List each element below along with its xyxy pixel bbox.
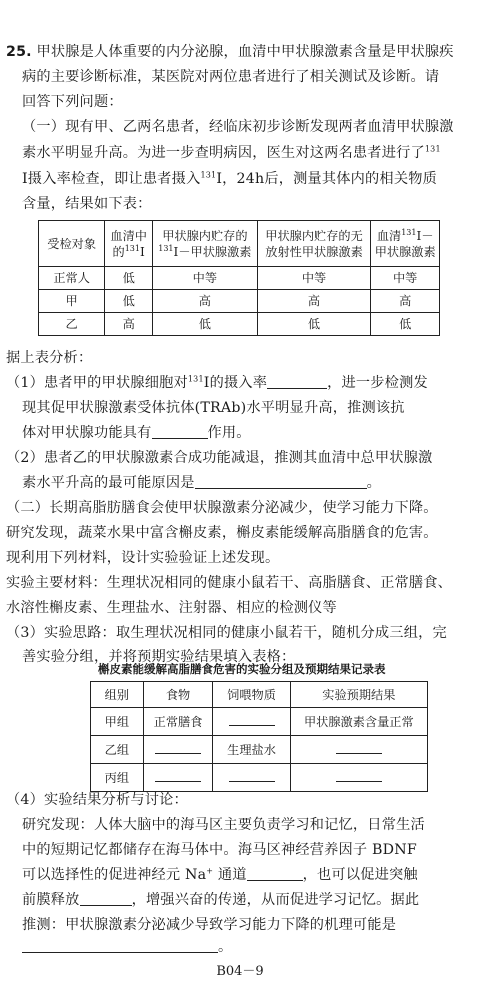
cell: 丙组 xyxy=(91,764,144,792)
table-row-normal xyxy=(39,267,440,290)
cell: 甲组 xyxy=(91,708,144,736)
q3-line-1: （3）实验思路：取生理状况相同的健康小鼠若干，随机分成三组，完 xyxy=(6,625,447,641)
q4-line: （4）实验结果分析与讨论： xyxy=(6,792,188,808)
table-row xyxy=(91,708,428,736)
p4-line-4: 前膜释放 ，增强兴奋的传递，从而促进学习记忆。据此 xyxy=(22,892,420,908)
q2-line-1: （2）患者乙的甲状腺激素合成功能减退，推测其血清中总甲状腺激 xyxy=(6,450,433,466)
materials-line-1: 实验主要材料：生理状况相同的健康小鼠若干、高脂膳食、正常膳食、 xyxy=(6,575,453,591)
cell: 高 xyxy=(257,290,371,313)
fill-blank-cell[interactable] xyxy=(213,708,290,736)
cell: 高 xyxy=(153,290,258,313)
cell: 低 xyxy=(105,290,153,313)
th-feed: 饲喂物质 xyxy=(213,682,290,708)
part1-text-3b: Ⅰ，24h后，测量其体内的相关物质 xyxy=(216,171,437,187)
part1-line-3 xyxy=(22,167,480,191)
th-food: 食物 xyxy=(143,682,213,708)
p4-line-6: 。 xyxy=(22,935,480,959)
q2-line-2: 素水平升高的最可能原因是 。 xyxy=(22,475,382,491)
q1-line-3: 体对甲状腺功能具有 作用。 xyxy=(22,425,251,441)
cell: 甲状腺激素含量正常 xyxy=(290,708,427,736)
cell: 甲 xyxy=(39,290,105,313)
q1-line-1: （1）患者甲的甲状腺细胞对$^{131}$Ⅰ的摄入率 ，进一步检测发 xyxy=(6,374,428,391)
th-expected: 实验预期结果 xyxy=(290,682,427,708)
answer-blank[interactable] xyxy=(267,374,327,389)
part1-line-4: 含量，结果如下表： xyxy=(22,196,152,212)
cell: 中等 xyxy=(257,267,371,290)
part1-text-3a: Ⅰ摄入率检查，即让患者摄入 xyxy=(22,171,201,187)
part2-line-1: （二）长期高脂肪膳食会使甲状腺激素分泌减少，使学习能力下降。 xyxy=(6,500,438,516)
page-footer: B04－9 xyxy=(216,964,264,979)
q3-line-2: 善实验分组，并将预期实验结果填入表格： xyxy=(22,649,296,665)
cell: 乙组 xyxy=(91,736,144,764)
question-number: 25. xyxy=(6,44,32,60)
answer-blank[interactable] xyxy=(80,891,132,906)
cell: 正常人 xyxy=(39,267,105,290)
p4-line-2: 中的短期记忆都储存在海马体中。海马区神经营养因子 BDNF xyxy=(22,842,417,858)
cell: 中等 xyxy=(371,267,440,290)
analysis-lead: 据上表分析： xyxy=(6,350,93,366)
table-row xyxy=(91,736,428,764)
table2-caption: 槲皮素能缓解高脂膳食危害的实验分组及预期结果记录表 xyxy=(98,662,386,676)
intro-line-1 xyxy=(6,40,468,64)
part1-text-2: 素水平明显升高。为进一步查明病因，医生对这两名患者进行了 xyxy=(22,145,425,161)
th-stored-i131-hormone: 甲状腺内贮存的 $^{131}$Ⅰ－甲状腺激素 xyxy=(153,221,258,267)
materials-line-2: 水溶性槲皮素、生理盐水、注射器、相应的检测仪等 xyxy=(6,600,337,616)
intro-line-2: 病的主要诊断标准，某医院对两位患者进行了相关测试及诊断。请 xyxy=(22,69,440,85)
cell: 高 xyxy=(371,290,440,313)
cell: 低 xyxy=(153,313,258,336)
intro-line-3: 回答下列问题： xyxy=(22,94,123,110)
cell: 低 xyxy=(371,313,440,336)
answer-blank[interactable] xyxy=(152,424,208,439)
part2-line-3: 现利用下列材料，设计实验验证上述发现。 xyxy=(6,550,280,566)
p4-line-3: 可以选择性的促进神经元 Na+ 通道 ，也可以促进突触 xyxy=(22,866,418,883)
part1-line-1: （一）现有甲、乙两名患者，经临床初步诊断发现两者血清甲状腺激 xyxy=(22,119,454,135)
answer-blank[interactable] xyxy=(195,474,367,489)
answer-blank[interactable] xyxy=(247,866,303,881)
cell: 低 xyxy=(257,313,371,336)
th-subject: 受检对象 xyxy=(39,221,105,267)
results-table xyxy=(38,220,440,336)
cell: 生理盐水 xyxy=(213,736,290,764)
cell: 乙 xyxy=(39,313,105,336)
cell: 低 xyxy=(105,267,153,290)
cell: 正常膳食 xyxy=(143,708,213,736)
isotope-sup: 131 xyxy=(424,144,441,154)
table-row-yi xyxy=(39,313,440,336)
intro-text-1: 甲状腺是人体重要的内分泌腺，血清中甲状腺激素含量是甲状腺疾 xyxy=(36,44,454,60)
experiment-table xyxy=(90,681,428,792)
th-stored-nonradio-hormone: 甲状腺内贮存的无 放射性甲状腺激素 xyxy=(257,221,371,267)
part1-line-2 xyxy=(22,141,480,165)
fill-blank-cell[interactable] xyxy=(143,736,213,764)
answer-blank[interactable] xyxy=(22,938,218,953)
fill-blank-cell[interactable] xyxy=(290,736,427,764)
cell: 高 xyxy=(105,313,153,336)
part2-line-2: 研究发现，蔬菜水果中富含槲皮素，槲皮素能缓解高脂膳食的危害。 xyxy=(6,525,438,541)
q1-line-2: 现其促甲状腺激素受体抗体(TRAb)水平明显升高，推测该抗 xyxy=(22,400,405,416)
th-serum-i131-hormone: 血清$^{131}$Ⅰ－ 甲状腺激素 xyxy=(371,221,440,267)
th-group: 组别 xyxy=(91,682,144,708)
p4-line-5: 推测：甲状腺激素分泌减少导致学习能力下降的机理可能是 xyxy=(22,917,397,933)
p4-line-1: 研究发现：人体大脑中的海马区主要负责学习和记忆，日常生活 xyxy=(22,817,425,833)
isotope-sup: 131 xyxy=(200,170,217,180)
th-serum-i131: 血清中 的$^{131}$Ⅰ xyxy=(105,221,153,267)
cell: 中等 xyxy=(153,267,258,290)
table-row-jia xyxy=(39,290,440,313)
